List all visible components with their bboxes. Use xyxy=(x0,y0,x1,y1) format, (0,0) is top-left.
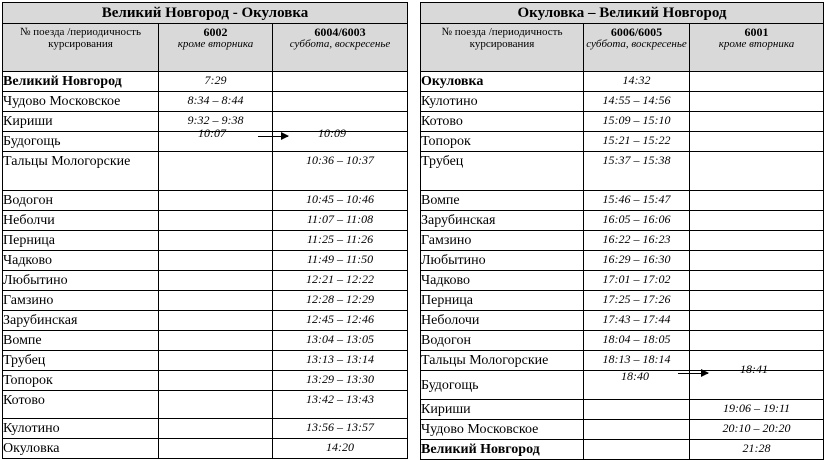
time-cell xyxy=(584,400,690,420)
train-number: 6004/6003 xyxy=(314,25,366,39)
station-name: Перница xyxy=(3,231,159,251)
time-cell xyxy=(159,419,273,439)
time-cell xyxy=(690,132,824,152)
station-name: Вомпе xyxy=(3,331,159,351)
station-name: Любытино xyxy=(3,271,159,291)
time-cell xyxy=(690,112,824,132)
time-cell: 18:13 – 18:14 xyxy=(584,351,690,371)
time-cell xyxy=(159,231,273,251)
time-cell xyxy=(159,291,273,311)
time-cell: 12:45 – 12:46 xyxy=(273,311,408,331)
station-name: Любытино xyxy=(421,251,584,271)
time-cell xyxy=(690,291,824,311)
train-period: суббота, воскресенье xyxy=(289,38,391,50)
train-period: кроме вторника xyxy=(718,38,795,50)
station-name: Кириши xyxy=(3,112,159,132)
station-name: Чадково xyxy=(421,271,584,291)
station-name: Неболчи xyxy=(3,211,159,231)
time-cell xyxy=(690,251,824,271)
timetable-left xyxy=(2,2,408,459)
time-cell: 13:42 – 13:43 xyxy=(273,391,408,419)
station-name: Гамзино xyxy=(3,291,159,311)
time-cell: 13:04 – 13:05 xyxy=(273,331,408,351)
time-cell xyxy=(690,311,824,331)
time-cell: 9:32 – 9:38 xyxy=(159,112,273,132)
station-name: Кулотино xyxy=(421,92,584,112)
time-cell: 21:28 xyxy=(690,440,824,460)
header-label: № поезда /периодичность курсирования xyxy=(421,24,584,72)
train-header xyxy=(159,24,273,72)
station-name: Перница xyxy=(421,291,584,311)
time-cell xyxy=(690,271,824,291)
transfer-arrival-time: 18:40 xyxy=(621,369,649,383)
station-name: Неболочи xyxy=(421,311,584,331)
time-cell xyxy=(690,191,824,211)
transfer-departure-time: 10:09 xyxy=(318,126,346,140)
time-cell xyxy=(273,92,408,112)
station-name: Зарубинская xyxy=(421,211,584,231)
time-cell xyxy=(159,311,273,331)
station-name: Котово xyxy=(3,391,159,419)
transfer-arrow xyxy=(678,373,708,374)
station-name: Трубец xyxy=(3,351,159,371)
time-cell: 7:29 xyxy=(159,72,273,92)
time-cell xyxy=(690,211,824,231)
time-cell: 20:10 – 20:20 xyxy=(690,420,824,440)
time-cell: 15:09 – 15:10 xyxy=(584,112,690,132)
station-name: Водогон xyxy=(421,331,584,351)
time-cell xyxy=(584,440,690,460)
time-cell: 18:04 – 18:05 xyxy=(584,331,690,351)
time-cell: 15:21 – 15:22 xyxy=(584,132,690,152)
header-label: № поезда /периодичность курсирования xyxy=(3,24,159,72)
station-name: Вомпе xyxy=(421,191,584,211)
time-cell: 16:05 – 16:06 xyxy=(584,211,690,231)
station-name: Будогощь xyxy=(421,371,584,400)
time-cell: 11:25 – 11:26 xyxy=(273,231,408,251)
station-name: Будогощь xyxy=(3,132,159,152)
time-cell xyxy=(690,152,824,191)
transfer-departure-time: 18:41 xyxy=(740,362,768,376)
time-cell: 19:06 – 19:11 xyxy=(690,400,824,420)
time-cell: 14:32 xyxy=(584,72,690,92)
station-name: Зарубинская xyxy=(3,311,159,331)
time-cell: 13:13 – 13:14 xyxy=(273,351,408,371)
time-cell xyxy=(159,371,273,391)
time-cell: 17:01 – 17:02 xyxy=(584,271,690,291)
train-number: 6006/6005 xyxy=(610,25,663,39)
time-cell xyxy=(690,72,824,92)
time-cell: 11:07 – 11:08 xyxy=(273,211,408,231)
time-cell xyxy=(159,191,273,211)
station-name: Гамзино xyxy=(421,231,584,251)
time-cell: 13:56 – 13:57 xyxy=(273,419,408,439)
time-cell xyxy=(159,152,273,191)
time-cell xyxy=(690,331,824,351)
train-number: 6001 xyxy=(744,25,769,39)
time-cell: 10:36 – 10:37 xyxy=(273,152,408,191)
train-header xyxy=(273,24,408,72)
train-period: суббота, воскресенье xyxy=(586,38,687,50)
station-name: Окуловка xyxy=(3,439,159,459)
time-cell: 14:20 xyxy=(273,439,408,459)
time-cell xyxy=(159,331,273,351)
train-period: кроме вторника xyxy=(177,38,254,50)
station-name: Чудово Московское xyxy=(3,92,159,112)
time-cell: 14:55 – 14:56 xyxy=(584,92,690,112)
time-cell xyxy=(159,439,273,459)
train-header xyxy=(584,24,690,72)
time-cell xyxy=(159,391,273,419)
station-name: Топорок xyxy=(421,132,584,152)
time-cell xyxy=(159,351,273,371)
time-cell: 15:37 – 15:38 xyxy=(584,152,690,191)
station-name: Кириши xyxy=(421,400,584,420)
station-name: Кулотино xyxy=(3,419,159,439)
time-cell xyxy=(584,420,690,440)
time-cell: 12:28 – 12:29 xyxy=(273,291,408,311)
time-cell: 13:29 – 13:30 xyxy=(273,371,408,391)
station-name: Окуловка xyxy=(421,72,584,92)
time-cell xyxy=(159,271,273,291)
time-cell xyxy=(690,92,824,112)
time-cell xyxy=(159,251,273,271)
time-cell: 15:46 – 15:47 xyxy=(584,191,690,211)
station-name: Чадково xyxy=(3,251,159,271)
station-name: Трубец xyxy=(421,152,584,191)
station-name: Котово xyxy=(421,112,584,132)
table-title: Великий Новгород - Окуловка xyxy=(3,3,408,24)
time-cell: 8:34 – 8:44 xyxy=(159,92,273,112)
transfer-arrival-time: 10:07 xyxy=(198,126,226,140)
station-name: Великий Новгород xyxy=(3,72,159,92)
time-cell xyxy=(273,72,408,92)
time-cell: 17:25 – 17:26 xyxy=(584,291,690,311)
time-cell: 16:22 – 16:23 xyxy=(584,231,690,251)
station-name: Топорок xyxy=(3,371,159,391)
station-name: Чудово Московское xyxy=(421,420,584,440)
time-cell xyxy=(159,211,273,231)
train-number: 6002 xyxy=(203,25,228,39)
time-cell: 16:29 – 16:30 xyxy=(584,251,690,271)
time-cell: 12:21 – 12:22 xyxy=(273,271,408,291)
station-name: Водогон xyxy=(3,191,159,211)
time-cell: 17:43 – 17:44 xyxy=(584,311,690,331)
table-title: Окуловка – Великий Новгород xyxy=(421,3,824,24)
station-name: Великий Новгород xyxy=(421,440,584,460)
station-name: Тальцы Мологорские xyxy=(421,351,584,371)
transfer-arrow xyxy=(258,136,288,137)
station-name: Тальцы Мологорские xyxy=(3,152,159,191)
timetable-right xyxy=(420,2,824,460)
time-cell xyxy=(690,231,824,251)
time-cell: 11:49 – 11:50 xyxy=(273,251,408,271)
time-cell: 10:45 – 10:46 xyxy=(273,191,408,211)
train-header xyxy=(690,24,824,72)
